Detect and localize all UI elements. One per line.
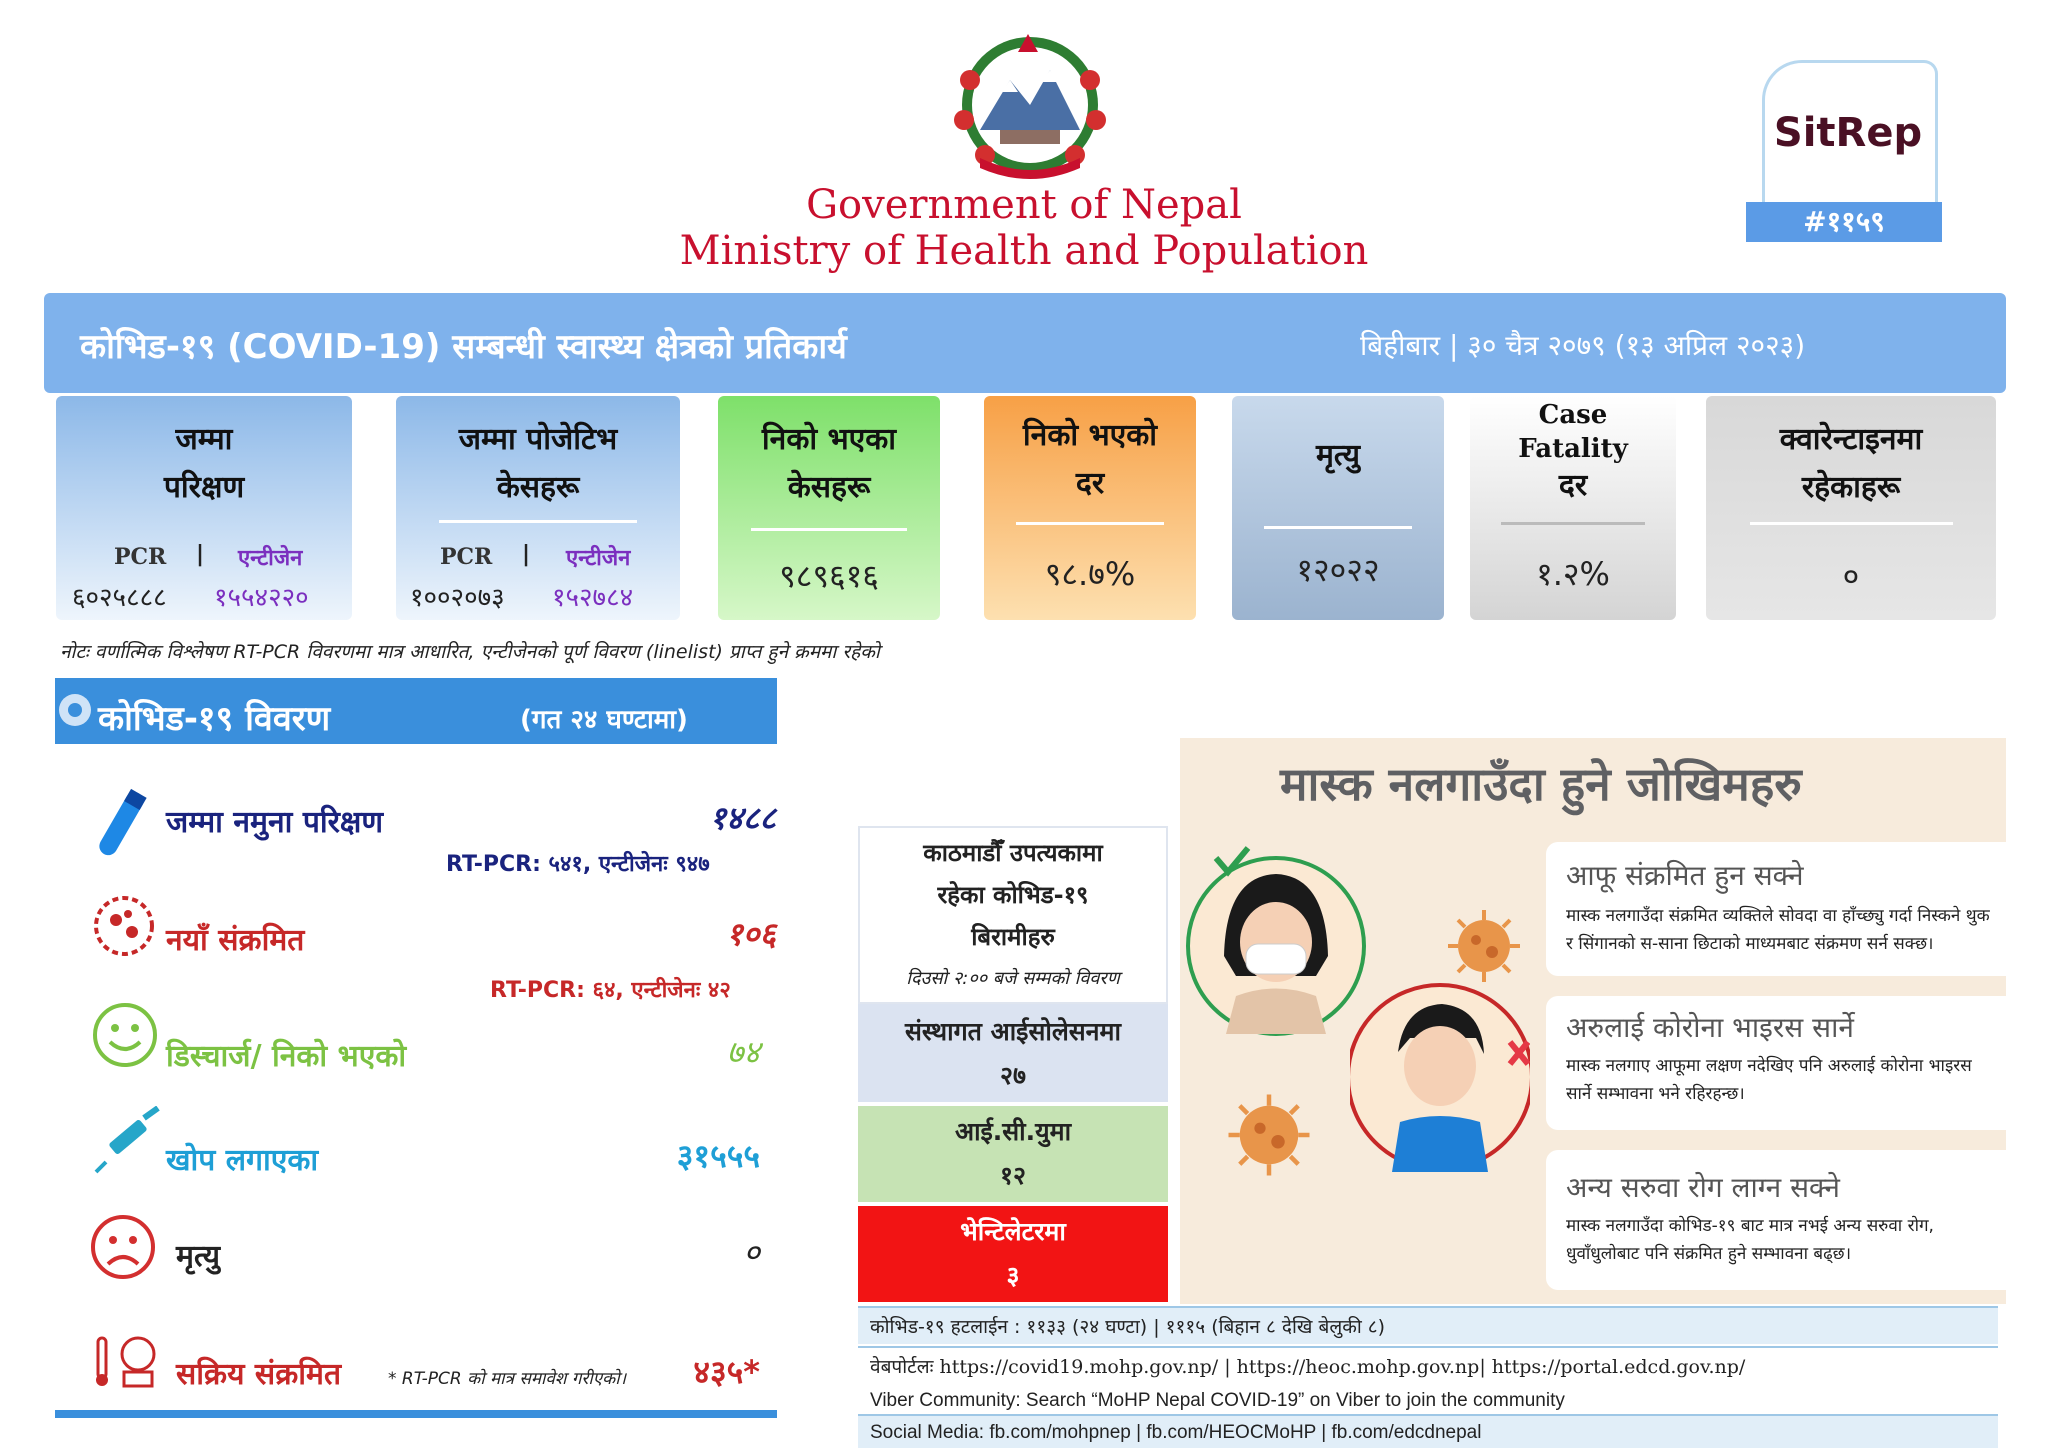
card-label: निको भएको [1022, 418, 1158, 453]
antigen-label: एन्टीजेन [566, 546, 631, 571]
separator: | [196, 542, 205, 567]
risk-title: अरुलाई कोरोना भाइरस सार्ने [1566, 1011, 1854, 1044]
icu-value: १२ [999, 1161, 1026, 1190]
footnote: नोटः वर्णात्मिक विश्लेषण RT-PCR विवरणमा मात्र आधारित, एन्टीजेनको पूर्ण विवरण (linelist) प्राप्त हुने क्रममा रहेको [60, 641, 880, 663]
risk-text: मास्क नलगाए आफूमा लक्षण नदेखिए पनि अरुलाई कोरोना भाइरस सार्ने सम्भावना भने रहिरहन्छ। [1566, 1056, 1972, 1104]
row-label: जम्मा नमुना परिक्षण [166, 805, 384, 840]
pcr-label: PCR [440, 544, 493, 570]
row-label: मृत्यु [176, 1239, 221, 1274]
syringe-icon [88, 1106, 168, 1180]
card-value: ९८.७% [1044, 555, 1136, 593]
antigen-label: एन्टीजेन [238, 546, 303, 571]
card-value: १.२% [1536, 555, 1610, 593]
detail-subtitle: (गत २४ घण्टामा) [520, 705, 688, 735]
nepal-emblem-logo [940, 30, 1120, 180]
risk-text: मास्क नलगाउँदा संक्रमित व्यक्तिले सोवदा वा हाँच्छ्यु गर्दा निस्कने थुक र सिंगानको स-साना छिटाको माध्यमबाट संक्रमण सर्न सक्छ। [1566, 906, 1990, 954]
card-case-fatality [1470, 396, 1676, 620]
isolation-label: संस्थागत आईसोलेसनमा [905, 1017, 1121, 1046]
antigen-value: १५५४२२० [214, 583, 309, 613]
banner-date: बिहीबार | ३० चैत्र २०७९ (१३ अप्रिल २०२३) [1360, 329, 1806, 362]
virus-cluster-icon [86, 888, 162, 968]
web-portal-info [858, 1346, 1998, 1384]
test-tube-icon [90, 784, 150, 868]
pcr-value: ६०२५८८८ [72, 583, 167, 613]
card-quarantine [1706, 396, 1996, 620]
icu-label: आई.सी.युमा [954, 1117, 1072, 1146]
hotline-info: कोभिड-१९ हटलाईन : ११३३ (२४ घण्टा) | १११५ (बिहान ८ देखि बेलुकी ८) [858, 1306, 1998, 1344]
card-label: Fatality [1518, 434, 1628, 464]
hospital-note: दिउसो २:०० बजे सम्मको विवरण [906, 968, 1120, 989]
smiley-icon [90, 1000, 160, 1074]
hospital-title-line: रहेका कोभिड-१९ [937, 881, 1089, 909]
card-recovery-rate [984, 396, 1196, 620]
antigen-value: १५२७८४ [552, 583, 634, 613]
card-value: ० [1842, 557, 1860, 595]
card-label: Case [1538, 400, 1608, 430]
card-label: क्वारेन्टाइनमा [1779, 422, 1923, 457]
risk-title: अन्य सरुवा रोग लाग्न सक्ने [1566, 1171, 1840, 1204]
card-label: जम्मा [175, 422, 233, 457]
row-label: खोप लगाएका [166, 1143, 319, 1178]
virus-icon [1444, 906, 1524, 990]
card-label: निको भएका [761, 422, 897, 457]
row-footnote: * RT-PCR को मात्र समावेश गरीएको। [388, 1369, 627, 1389]
web-portal-links[interactable]: https://covid19.mohp.gov.np/ | https://heoc.mohp.gov.np| https://portal.edcd.gov.np/ [939, 1356, 1746, 1378]
divider [1016, 522, 1164, 525]
divider [1750, 522, 1953, 525]
banner-title: कोभिड-१९ (COVID-19) सम्बन्धी स्वास्थ्य क्षेत्रको प्रतिकार्य [80, 327, 847, 367]
ventilator-value: ३ [1006, 1261, 1020, 1290]
card-label: दर [1075, 466, 1105, 501]
card-total-tests [56, 396, 352, 620]
row-value: १४८८ [709, 799, 776, 837]
card-label: दर [1558, 468, 1588, 503]
row-label: डिस्चार्ज/ निको भएको [166, 1039, 407, 1074]
row-breakdown: RT-PCR: ६४, एन्टीजेनः ४२ [490, 978, 731, 1003]
card-total-positive [396, 396, 680, 620]
separator: | [522, 542, 531, 567]
sitrep-number: #११५९ [1746, 202, 1942, 242]
row-label: नयाँ संक्रमित [166, 923, 305, 958]
detail-title: कोभिड-१९ विवरण [98, 699, 331, 739]
card-deaths [1232, 396, 1444, 620]
virus-icon [1224, 1090, 1314, 1184]
sad-face-icon [88, 1212, 158, 1286]
divider [1501, 522, 1645, 525]
viber-info: Viber Community: Search “MoHP Nepal COVID-19” on Viber to join the community [858, 1384, 1998, 1418]
web-portal-label: वेबपोर्टलः [870, 1356, 934, 1378]
masked-girl-illustration [1186, 846, 1366, 1050]
card-label: जम्मा पोजेटिभ [458, 422, 618, 457]
sitrep-label: SitRep [1773, 110, 1923, 156]
card-label: मृत्यु [1315, 438, 1361, 473]
ventilator-label: भेन्टिलेटरमा [960, 1217, 1066, 1246]
card-value: ९८९६१६ [779, 557, 879, 595]
government-title: Government of Nepal [806, 182, 1242, 228]
card-label: केसहरू [787, 470, 871, 505]
sick-person-icon [92, 1330, 162, 1394]
poster-title: मास्क नलगाउँदा हुने जोखिमहरु [1280, 757, 1802, 811]
row-breakdown: RT-PCR: ५४१, एन्टीजेनः ९४७ [446, 852, 710, 877]
divider [439, 520, 638, 523]
row-value: ० [743, 1233, 760, 1271]
ministry-title: Ministry of Health and Population [679, 228, 1369, 274]
divider [751, 528, 906, 531]
hospital-title-line: काठमाडौँ उपत्यकामा [923, 839, 1103, 867]
risk-text: मास्क नलगाउँदा कोभिड-१९ बाट मात्र नभई अन्य सरुवा रोग, धुवाँधुलोबाट पनि संक्रमित हुने सम्भावना बढ्छ। [1566, 1216, 1934, 1264]
card-label: केसहरू [496, 470, 580, 505]
divider [1264, 526, 1412, 529]
row-value: ४३५* [693, 1353, 760, 1391]
social-media-info[interactable]: Social Media: fb.com/mohpnep | fb.com/HEOCMoHP | fb.com/edcdnepal [858, 1414, 1998, 1448]
row-value: १०६ [726, 915, 776, 953]
card-recovered [718, 396, 940, 620]
isolation-value: २७ [999, 1061, 1026, 1090]
row-value: ३१५५५ [676, 1137, 760, 1175]
card-label: रहेकाहरू [1801, 470, 1901, 505]
card-value: १२०२२ [1296, 551, 1380, 589]
hospital-title-line: बिरामीहरु [971, 923, 1055, 951]
unmasked-boy-illustration [1350, 972, 1530, 1186]
virus-icon [50, 680, 100, 744]
card-label: परिक्षण [163, 470, 245, 505]
row-label: सक्रिय संक्रमित [176, 1357, 342, 1392]
pcr-label: PCR [114, 544, 167, 570]
detail-footer-bar [55, 1410, 777, 1418]
risk-title: आफू संक्रमित हुन सक्ने [1566, 859, 1804, 892]
row-value: ७४ [726, 1033, 760, 1071]
pcr-value: १००२०७३ [410, 583, 505, 613]
